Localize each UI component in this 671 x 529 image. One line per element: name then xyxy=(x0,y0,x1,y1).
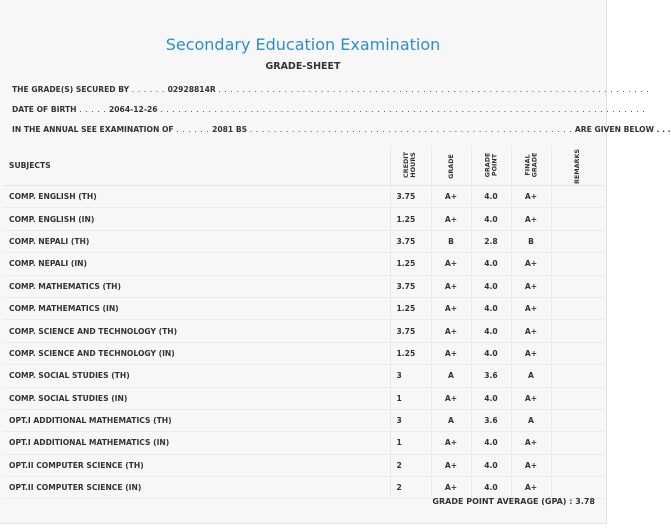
dots: . . . . . . . . . . . . . . . . . . . . . . . . . . . . . . . . . . . . . . . . . . . . . . . . . . . . . . . . . . . . . . . . . . . . . . . . . . . . . . . . . xyxy=(160,105,646,114)
table-row xyxy=(3,253,604,275)
remarks-cell xyxy=(551,320,604,342)
final-grade-cell: A xyxy=(511,365,551,387)
exam-title: Secondary Education Examination xyxy=(165,35,441,54)
credit-hours-cell: 1.25 xyxy=(390,342,431,364)
final-grade-cell: A+ xyxy=(511,320,551,342)
grade-sheet-heading: GRADE-SHEET xyxy=(265,61,341,72)
grade-point-header: GRADE POINT xyxy=(471,145,511,186)
dob-value: 2064-12-26 xyxy=(108,105,158,114)
grade-point-cell: 3.6 xyxy=(471,365,511,387)
date-of-birth-line xyxy=(12,105,645,114)
credit-hours-cell: 3 xyxy=(390,365,431,387)
subject-cell: COMP. NEPALI (IN) xyxy=(3,253,390,275)
table-row xyxy=(3,365,604,387)
grade-cell: A+ xyxy=(431,275,471,297)
grade-cell: A+ xyxy=(431,186,471,208)
grade-point-cell: 4.0 xyxy=(471,320,511,342)
remarks-cell xyxy=(551,342,604,364)
subject-cell: OPT.II COMPUTER SCIENCE (TH) xyxy=(3,454,390,476)
grades-table xyxy=(3,145,604,499)
grade-point-cell: 4.0 xyxy=(471,387,511,409)
grade-point-cell: 4.0 xyxy=(471,208,511,230)
subjects-header: SUBJECTS xyxy=(3,145,390,186)
final-grade-cell: A+ xyxy=(511,454,551,476)
exam-line xyxy=(12,125,671,134)
remarks-cell xyxy=(551,454,604,476)
credit-hours-cell: 2 xyxy=(390,454,431,476)
grade-point-cell: 4.0 xyxy=(471,297,511,319)
credit-hours-header: CREDIT HOURS xyxy=(390,145,431,186)
grade-point-cell: 4.0 xyxy=(471,454,511,476)
given-below-label: ARE GIVEN BELOW . . . xyxy=(574,125,671,134)
remarks-cell xyxy=(551,409,604,431)
table-row xyxy=(3,387,604,409)
gpa-summary xyxy=(432,497,595,506)
grade-cell: A+ xyxy=(431,477,471,499)
table-row xyxy=(3,230,604,252)
secured-by-label: THE GRADE(S) SECURED BY xyxy=(12,85,130,94)
grade-point-cell: 4.0 xyxy=(471,342,511,364)
credit-hours-cell: 1 xyxy=(390,432,431,454)
grade-point-cell: 4.0 xyxy=(471,275,511,297)
grade-header: GRADE xyxy=(431,145,471,186)
grade-cell: A xyxy=(431,365,471,387)
credit-hours-cell: 3.75 xyxy=(390,230,431,252)
grade-cell: A+ xyxy=(431,297,471,319)
remarks-cell xyxy=(551,297,604,319)
final-grade-cell: A+ xyxy=(511,387,551,409)
subject-cell: COMP. SOCIAL STUDIES (IN) xyxy=(3,387,390,409)
table-row xyxy=(3,186,604,208)
dots: . . . . . . xyxy=(176,125,210,134)
credit-hours-cell: 3.75 xyxy=(390,275,431,297)
final-grade-cell: A+ xyxy=(511,253,551,275)
grade-point-cell: 4.0 xyxy=(471,477,511,499)
grade-point-cell: 4.0 xyxy=(471,253,511,275)
grade-point-cell: 2.8 xyxy=(471,230,511,252)
subject-cell: COMP. NEPALI (TH) xyxy=(3,230,390,252)
final-grade-cell: B xyxy=(511,230,551,252)
subject-cell: COMP. MATHEMATICS (IN) xyxy=(3,297,390,319)
remarks-cell xyxy=(551,432,604,454)
dots: . . . . . . xyxy=(131,85,165,94)
credit-hours-cell: 1 xyxy=(390,387,431,409)
table-row xyxy=(3,320,604,342)
credit-hours-cell: 3.75 xyxy=(390,186,431,208)
final-grade-cell: A+ xyxy=(511,208,551,230)
subject-cell: COMP. MATHEMATICS (TH) xyxy=(3,275,390,297)
final-grade-cell: A+ xyxy=(511,477,551,499)
table-row xyxy=(3,297,604,319)
grade-point-cell: 4.0 xyxy=(471,432,511,454)
grade-cell: B xyxy=(431,230,471,252)
table-row xyxy=(3,342,604,364)
remarks-cell xyxy=(551,253,604,275)
symbol-number: 02928814R xyxy=(167,85,216,94)
table-row xyxy=(3,275,604,297)
remarks-header: REMARKS xyxy=(551,145,604,186)
remarks-cell xyxy=(551,186,604,208)
remarks-cell xyxy=(551,365,604,387)
secured-by-line xyxy=(12,85,649,94)
grade-cell: A+ xyxy=(431,320,471,342)
remarks-cell xyxy=(551,208,604,230)
grade-cell: A+ xyxy=(431,208,471,230)
grade-cell: A+ xyxy=(431,387,471,409)
subject-cell: COMP. SCIENCE AND TECHNOLOGY (TH) xyxy=(3,320,390,342)
gpa-value: 3.78 xyxy=(575,497,595,506)
credit-hours-cell: 1.25 xyxy=(390,297,431,319)
dots: . . . . . . . . . . . . . . . . . . . . . . . . . . . . . . . . . . . . . . . . . . . . . . . . . . . . . . . . . . . . . . . . . . . . . . . . xyxy=(218,85,650,94)
table-row xyxy=(3,477,604,499)
gpa-label: GRADE POINT AVERAGE (GPA) : xyxy=(432,497,573,506)
subject-cell: OPT.I ADDITIONAL MATHEMATICS (IN) xyxy=(3,432,390,454)
final-grade-cell: A+ xyxy=(511,432,551,454)
final-grade-cell: A+ xyxy=(511,186,551,208)
credit-hours-cell: 3.75 xyxy=(390,320,431,342)
remarks-cell xyxy=(551,275,604,297)
subject-cell: OPT.II COMPUTER SCIENCE (IN) xyxy=(3,477,390,499)
table-row xyxy=(3,432,604,454)
final-grade-header: FINAL GRADE xyxy=(511,145,551,186)
remarks-cell xyxy=(551,230,604,252)
final-grade-cell: A+ xyxy=(511,297,551,319)
exam-label: IN THE ANNUAL SEE EXAMINATION OF xyxy=(12,125,174,134)
table-row xyxy=(3,409,604,431)
credit-hours-cell: 2 xyxy=(390,477,431,499)
grade-cell: A xyxy=(431,409,471,431)
subject-cell: COMP. SOCIAL STUDIES (TH) xyxy=(3,365,390,387)
dob-label: DATE OF BIRTH xyxy=(12,105,77,114)
credit-hours-cell: 3 xyxy=(390,409,431,431)
grade-point-cell: 3.6 xyxy=(471,409,511,431)
dots: . . . . . . . . . . . . . . . . . . . . . . . . . . . . . . . . . . . . . . . . . . . . . . . . . . . . . . xyxy=(249,125,573,134)
table-row xyxy=(3,208,604,230)
remarks-cell xyxy=(551,477,604,499)
grade-cell: A+ xyxy=(431,342,471,364)
subject-cell: COMP. ENGLISH (TH) xyxy=(3,186,390,208)
subject-cell: COMP. SCIENCE AND TECHNOLOGY (IN) xyxy=(3,342,390,364)
exam-year: 2081 BS xyxy=(212,125,248,134)
dots: . . . . . xyxy=(79,105,107,114)
table-row xyxy=(3,454,604,476)
subject-cell: COMP. ENGLISH (IN) xyxy=(3,208,390,230)
credit-hours-cell: 1.25 xyxy=(390,253,431,275)
grade-point-cell: 4.0 xyxy=(471,186,511,208)
grade-cell: A+ xyxy=(431,253,471,275)
grade-cell: A+ xyxy=(431,454,471,476)
table-header-row xyxy=(3,145,604,186)
remarks-cell xyxy=(551,387,604,409)
final-grade-cell: A+ xyxy=(511,342,551,364)
final-grade-cell: A+ xyxy=(511,275,551,297)
grade-cell: A+ xyxy=(431,432,471,454)
credit-hours-cell: 1.25 xyxy=(390,208,431,230)
final-grade-cell: A xyxy=(511,409,551,431)
subject-cell: OPT.I ADDITIONAL MATHEMATICS (TH) xyxy=(3,409,390,431)
